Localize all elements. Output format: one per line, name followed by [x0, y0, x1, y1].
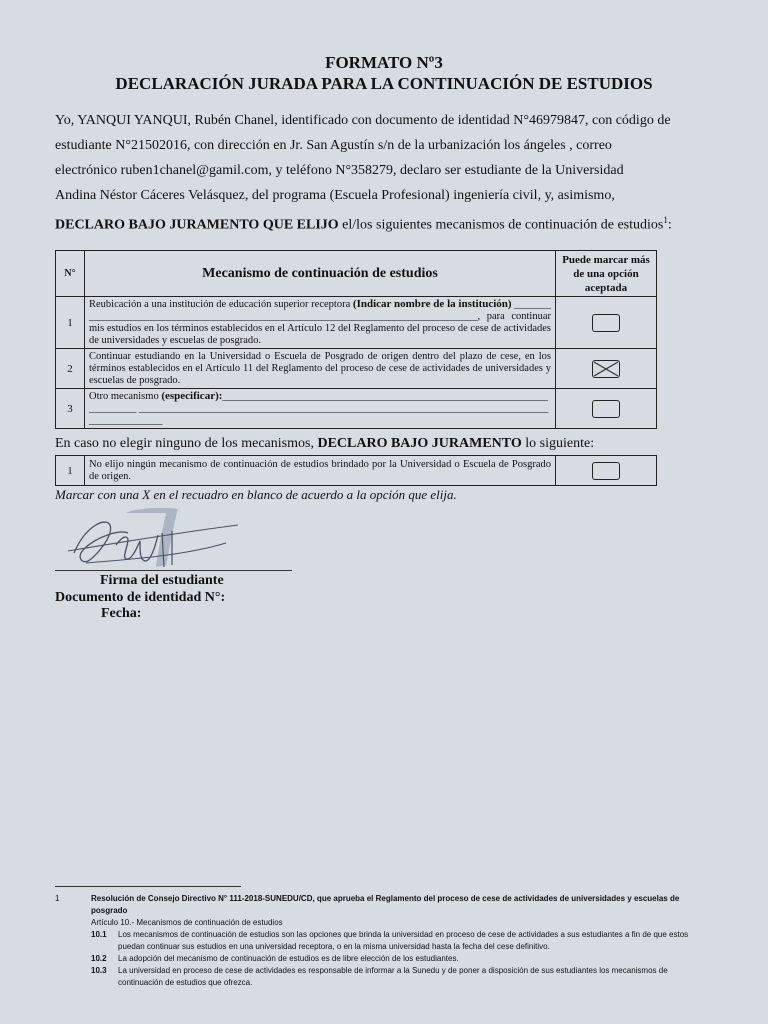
table-row	[56, 389, 657, 429]
declaration-colon: :	[667, 217, 672, 233]
row-number: 1	[56, 297, 85, 349]
document-id-label: Documento de identidad N°:	[55, 590, 226, 605]
signature-line	[55, 570, 292, 571]
x-mark-icon	[593, 361, 619, 377]
footnote-text: La adopción del mecanismo de continuación de estudios es de libre elección de los estudiantes.	[118, 954, 459, 963]
row-number: 3	[56, 389, 85, 429]
col-header-mechanism: Mecanismo de continuación de estudios	[85, 251, 556, 297]
table-row	[56, 297, 657, 349]
option-none-checkbox[interactable]	[592, 462, 620, 480]
row-text: _________________________________________________________________________________, para continuar mis estudios en los términos establecidos en el Artículo 12 del Reglamento del proceso de cese de actividades de universidades y escuelas de posgrado.	[89, 299, 552, 346]
footnote-item	[55, 965, 700, 989]
row-text-bold: (especificar):	[161, 390, 223, 402]
footnotes	[55, 893, 700, 989]
alternative-text: En caso no elegir ninguno de los mecanismos,	[55, 436, 318, 451]
footnote-spacer	[55, 917, 91, 929]
form-main-title: DECLARACIÓN JURADA PARA LA CONTINUACIÓN DE ESTUDIOS	[115, 74, 653, 93]
date-label: Fecha:	[101, 606, 142, 621]
footnote-item	[55, 953, 700, 965]
footnote-key: 10.3	[91, 966, 107, 975]
option-1-checkbox[interactable]	[592, 314, 620, 332]
declaration-text: el/los siguientes mecanismos de continuación de estudios	[338, 217, 664, 233]
alternative-table	[55, 455, 657, 486]
option-2-checkbox[interactable]	[592, 360, 620, 378]
footnote-key: 10.1	[91, 930, 107, 939]
alternative-text: lo siguiente:	[521, 436, 595, 451]
footnote-ref: 1	[663, 215, 668, 225]
signature-label: Firma del estudiante	[100, 573, 224, 588]
footnote-article: Artículo 10.- Mecanismos de continuación de estudios	[91, 918, 283, 927]
table-row	[56, 349, 657, 389]
row-number: 2	[56, 349, 85, 389]
declaration-paragraph	[55, 108, 695, 238]
row-number: 1	[56, 456, 85, 486]
signature-image	[66, 505, 241, 575]
footnote-item	[55, 917, 700, 929]
row-text-bold: (Indicar nombre de la institución)	[352, 298, 512, 310]
footnote-marker: 1	[55, 894, 60, 903]
form-number-title: FORMATO Nº3	[325, 53, 443, 72]
option-cell	[556, 297, 657, 349]
instruction-note: Marcar con una X en el recuadro en blanco de acuerdo a la opción que elija.	[55, 487, 457, 502]
table-row	[56, 456, 657, 486]
declaration-line: Yo, YANQUI YANQUI, Rubén Chanel, identificado con documento de identidad N°46979847, con código de	[55, 113, 671, 128]
option-cell	[556, 389, 657, 429]
declaration-line: Andina Néstor Cáceres Velásquez, del programa (Escuela Profesional) ingeniería civil, y, asimismo,	[55, 188, 615, 203]
row-text: Reubicación a una institución de educación superior receptora	[89, 299, 353, 310]
row-description	[85, 297, 556, 349]
footnote-text: Los mecanismos de continuación de estudios son las opciones que brinda la universidad en proceso de cese de actividades a sus estudiantes a fin de que estos puedan continuar sus estudios en una universidad receptora, o en la misma universidad hasta la fecha del cese definitivo.	[118, 930, 689, 951]
row-description: No elijo ningún mecanismo de continuación de estudios brindado por la Universidad o Escuela de Posgrado de origen.	[85, 456, 556, 486]
footnote-text: Resolución de Consejo Directivo N° 111-2018-SUNEDU/CD, que aprueba el Reglamento del proceso de cese de actividades de universidades y escuelas de posgrado	[91, 894, 680, 915]
row-text: Otro mecanismo	[89, 391, 162, 402]
row-text: _______________________________________________________________________ ____________________________________________________________________________________________	[89, 391, 549, 426]
footnote-item	[55, 893, 700, 917]
col-header-number: N°	[56, 251, 85, 297]
declaration-line: estudiante N°21502016, con dirección en Jr. San Agustín s/n de la urbanización los ángeles , correo	[55, 138, 612, 153]
option-3-checkbox[interactable]	[592, 400, 620, 418]
alternative-intro	[55, 436, 594, 452]
footnote-text: La universidad en proceso de cese de actividades es responsable de informar a la Sunedu y de poner a disposición de sus estudiantes los mecanismos de continuación de estudios que ofrezca.	[118, 966, 668, 987]
option-cell	[556, 456, 657, 486]
option-cell	[556, 349, 657, 389]
alternative-oath: DECLARO BAJO JURAMENTO	[317, 436, 522, 451]
mechanisms-table	[55, 250, 657, 429]
footnote-key: 10.2	[91, 954, 107, 963]
row-description	[85, 389, 556, 429]
row-description: Continuar estudiando en la Universidad o Escuela de Posgrado de origen dentro del plazo de cese, en los términos establecidos en el Artículo 11 del Reglamento del proceso de cese de actividades de universidades y escuelas de posgrado.	[85, 349, 556, 389]
declaration-line: electrónico ruben1chanel@gamil.com, y teléfono N°358279, declaro ser estudiante de la Universidad	[55, 163, 624, 178]
col-header-mark: Puede marcar más de una opción aceptada	[556, 251, 657, 297]
footnote-item	[55, 929, 700, 953]
footnote-divider	[55, 886, 241, 887]
declaration-oath: DECLARO BAJO JURAMENTO QUE ELIJO	[55, 217, 339, 233]
declaration-line	[55, 208, 695, 238]
